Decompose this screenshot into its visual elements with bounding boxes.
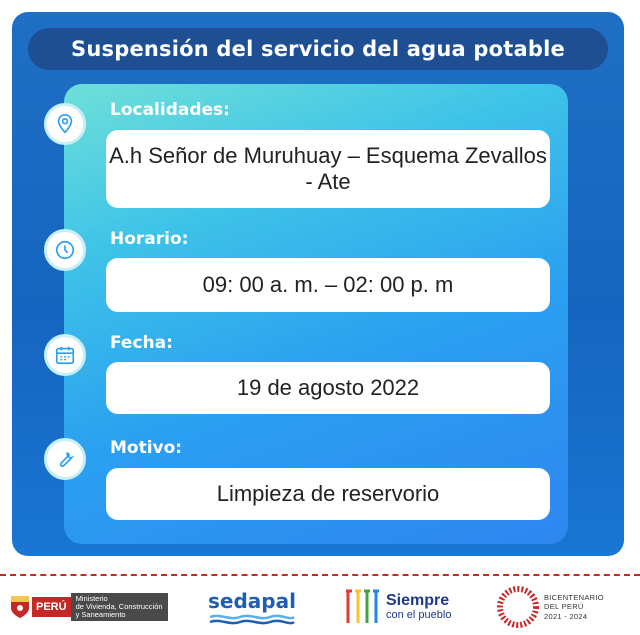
bicentenario-emblem-icon — [496, 585, 540, 629]
calendar-icon — [44, 334, 86, 376]
section-label-motivo: Motivo: — [110, 438, 183, 458]
ministry-logo — [8, 585, 168, 629]
water-waves-icon — [208, 613, 296, 625]
section-value-motivo: Limpieza de reservorio — [106, 468, 550, 520]
section-value-fecha: 19 de agosto 2022 — [106, 362, 550, 414]
footer-divider — [0, 574, 640, 576]
bicentenario-logo: BICENTENARIO DEL PERÚ 2021 - 2024 — [496, 585, 604, 629]
sedapal-logo: sedapal — [208, 585, 296, 629]
notice-title: Suspensión del servicio del agua potable — [28, 28, 608, 70]
slogan-logo: Siempre con el pueblo — [342, 585, 451, 629]
section-label-fecha: Fecha: — [110, 333, 173, 353]
clock-icon — [44, 229, 86, 271]
location-pin-icon — [44, 103, 86, 145]
wrench-icon — [44, 438, 86, 480]
people-figures-icon — [342, 587, 384, 627]
section-value-localidades: A.h Señor de Muruhuay – Esquema Zevallos - Ate — [106, 130, 550, 208]
ministry-name: Ministerio de Vivienda, Construcción y Saneamiento — [71, 593, 168, 621]
notice-card — [12, 12, 624, 556]
section-label-horario: Horario: — [110, 229, 189, 249]
section-label-localidades: Localidades: — [110, 100, 230, 120]
peru-label: PERÚ — [32, 597, 71, 617]
section-value-horario: 09: 00 a. m. – 02: 00 p. m — [106, 258, 550, 312]
peru-coat-of-arms-icon — [8, 594, 32, 620]
